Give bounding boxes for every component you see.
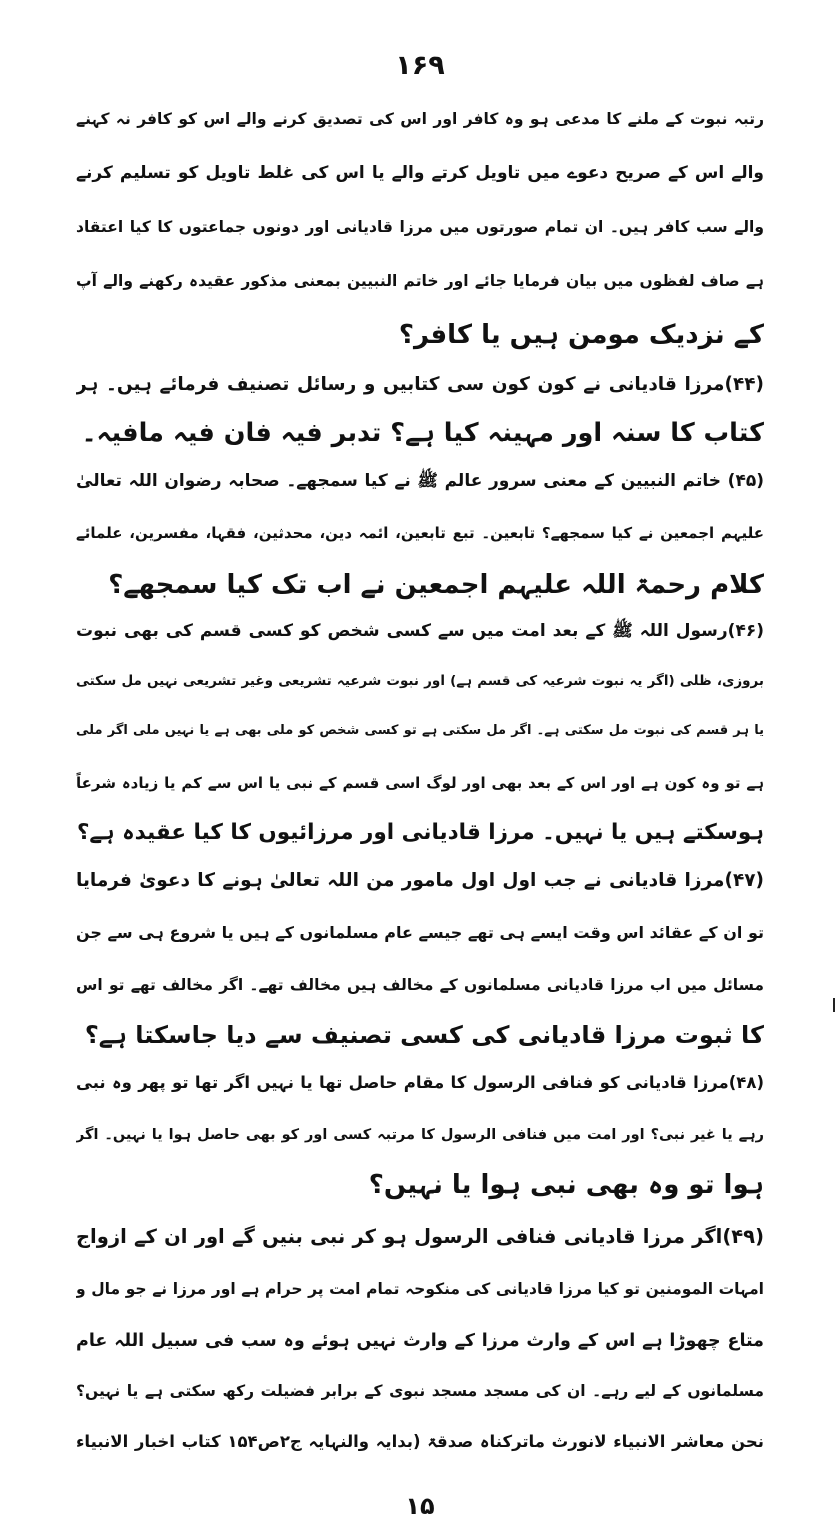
text-line: کا ثبوت مرزا قادیانی کی کسی تصنیف سے دیا جاسکتا ہے؟ — [84, 1021, 764, 1049]
text-line: یا ہر قسم کی نبوت مل سکتی ہے۔ اگر مل سکتی ہے تو کسی شخص کو ملی بھی ہے یا نہیں ملی اگر ملی — [76, 723, 764, 738]
text-line: رتبہ نبوت کے ملنے کا مدعی ہو وہ کافر اور اس کی تصدیق کرنے والے اس کو کافر نہ کہنے — [76, 110, 764, 128]
text-line: کلام رحمۃ اللہ علیہم اجمعین نے اب تک کیا سمجھے؟ — [108, 570, 764, 600]
page-number: ۱۶۹ — [395, 50, 445, 81]
question-49-line: (۴۹)اگر مرزا قادیانی فنافی الرسول ہو کر نبی بنیں گے اور ان کے ازواج — [76, 1225, 764, 1248]
question-46-line: (۴۶)رسول اللہ ﷺ کے بعد امت میں سے کسی شخص کو کسی قسم کی بھی نبوت — [76, 621, 764, 641]
text-line: بروزی، ظلی (اگر یہ نبوت شرعیہ کی قسم ہے) اور نبوت شرعیہ تشریعی وغیر تشریعی نہیں مل سکتی — [76, 673, 764, 689]
text-line: علیہم اجمعین نے کیا سمجھے؟ تابعین۔ تبع تابعین، ائمہ دین، محدثین، فقہا، مفسرین، علمائے — [76, 524, 764, 542]
text-line: رہے یا غیر نبی؟ اور امت میں فنافی الرسول کا مرتبہ کسی اور کو بھی حاصل ہوا یا نہیں۔ اگر — [76, 1127, 764, 1143]
question-48-line: (۴۸)مرزا قادیانی کو فنافی الرسول کا مقام حاصل تھا یا نہیں اگر تھا تو پھر وہ نبی — [76, 1073, 764, 1092]
text-line: والے سب کافر ہیں۔ ان تمام صورتوں میں مرزا قادیانی اور دونوں جماعتوں کا کیا اعتقاد — [76, 218, 764, 236]
question-45-line: (۴۵) خاتم النبیین کے معنی سرور عالم ﷺ نے کیا سمجھے۔ صحابہ رضوان اللہ تعالیٰ — [76, 471, 764, 491]
text-line: امہات المومنین تو کیا مرزا قادیانی کی منکوحہ تمام امت پر حرام ہے اور مرزا نے جو مال و — [76, 1280, 764, 1298]
question-47-line: (۴۷)مرزا قادیانی نے جب اول اول مامور من اللہ تعالیٰ ہونے کا دعویٰ فرمایا — [76, 870, 764, 891]
citation-line: نحن معاشر الانبیاء لانورث ماترکناہ صدقۃ (بدایہ والنہایہ ج۲ص۱۵۴ کتاب اخبار الانبیاء — [76, 1432, 764, 1451]
text-line: تو ان کے عقائد اس وقت ایسے ہی تھے جیسے عام مسلمانوں کے ہیں یا شروع ہی سے جن — [76, 923, 764, 942]
text-line: ہوا تو وہ بھی نبی ہوا یا نہیں؟ — [368, 1170, 764, 1200]
scan-edge-mark — [833, 998, 835, 1012]
text-line: ہے تو وہ کون ہے اور اس کے بعد بھی اور لوگ اسی قسم کے نبی یا اس سے کم یا زیادہ شرعاً — [76, 774, 764, 792]
text-line: کے نزدیک مومن ہیں یا کافر؟ — [398, 320, 764, 350]
text-line: کتاب کا سنہ اور مہینہ کیا ہے؟ تدبر فیہ فان فیہ مافیہ۔ — [81, 418, 764, 448]
text-line: مسائل میں اب مرزا قادیانی مسلمانوں کے مخالف ہیں مخالف تھے۔ اگر مخالف تھے تو اس — [76, 976, 764, 994]
question-44-line: (۴۴)مرزا قادیانی نے کون کون سی کتابیں و رسائل تصنیف فرمائے ہیں۔ ہر — [76, 374, 764, 395]
text-line: والے اس کے صریح دعوے میں تاویل کرتے والے یا اس کی غلط تاویل کو تسلیم کرنے — [76, 163, 764, 183]
text-line: متاع چھوڑا ہے اس کے وارث مرزا کے وارث نہیں ہوئے وہ سب فی سبیل اللہ عام — [76, 1331, 764, 1351]
text-line: مسلمانوں کے لیے رہے۔ ان کی مسجد مسجد نبوی کے برابر فضیلت رکھ سکتی ہے یا نہیں؟ — [76, 1382, 764, 1400]
footer-page-number: ۱۵ — [405, 1492, 435, 1520]
text-line: ہے صاف لفظوں میں بیان فرمایا جائے اور خاتم النبیین بمعنی مذکور عقیدہ رکھنے والے آپ — [76, 272, 764, 290]
text-line: ہوسکتے ہیں یا نہیں۔ مرزا قادیانی اور مرزائیوں کا کیا عقیدہ ہے؟ — [76, 820, 764, 845]
